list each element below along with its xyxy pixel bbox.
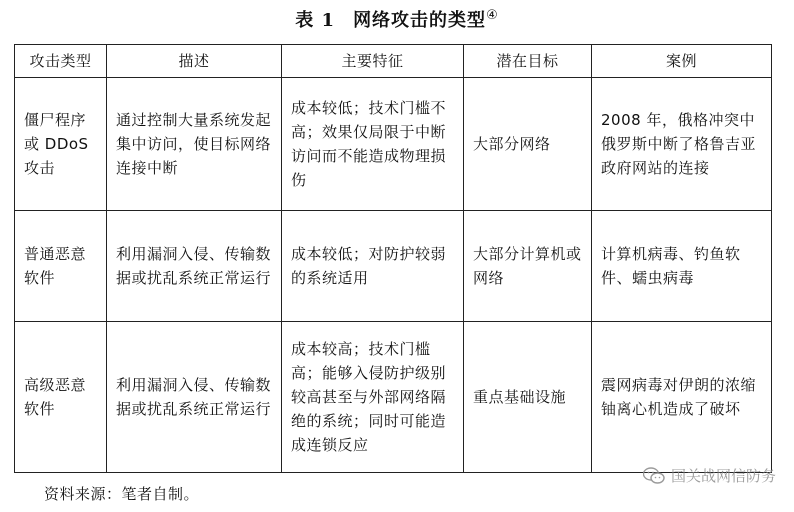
cell-attack-type: 普通恶意软件 [15, 211, 107, 322]
table-row [15, 322, 772, 473]
cell-features: 成本较高；技术门槛高；能够入侵防护级别较高甚至与外部网络隔绝的系统；同时可能造成连锁反应 [282, 322, 464, 473]
table-number: 表 1 [295, 10, 336, 31]
watermark [643, 465, 776, 486]
footnote-marker: ④ [486, 8, 499, 23]
cell-attack-type: 僵尸程序或 DDoS 攻击 [15, 78, 107, 211]
cell-target: 大部分计算机或网络 [464, 211, 592, 322]
table-row [15, 78, 772, 211]
header-case: 案例 [592, 45, 772, 78]
table-title-text: 网络攻击的类型 [353, 10, 487, 31]
cell-case: 震网病毒对伊朗的浓缩铀离心机造成了破坏 [592, 322, 772, 473]
cell-target: 重点基础设施 [464, 322, 592, 473]
cell-attack-type: 高级恶意软件 [15, 322, 107, 473]
cell-description: 利用漏洞入侵、传输数据或扰乱系统正常运行 [107, 322, 282, 473]
cell-features: 成本较低；技术门槛不高；效果仅局限于中断访问而不能造成物理损伤 [282, 78, 464, 211]
source-note: 资料来源：笔者自制。 [44, 485, 200, 503]
watermark-text: 国关战网信防务 [670, 467, 776, 485]
header-target: 潜在目标 [464, 45, 592, 78]
cell-case: 2008 年，俄格冲突中俄罗斯中断了格鲁吉亚政府网站的连接 [592, 78, 772, 211]
wechat-icon [643, 467, 665, 485]
header-row [15, 45, 772, 78]
cell-description: 通过控制大量系统发起集中访问，使目标网络连接中断 [107, 78, 282, 211]
cell-description: 利用漏洞入侵、传输数据或扰乱系统正常运行 [107, 211, 282, 322]
cell-target: 大部分网络 [464, 78, 592, 211]
header-attack-type: 攻击类型 [15, 45, 107, 78]
header-features: 主要特征 [282, 45, 464, 78]
cell-features: 成本较低；对防护较弱的系统适用 [282, 211, 464, 322]
header-description: 描述 [107, 45, 282, 78]
cell-case: 计算机病毒、钓鱼软件、蠕虫病毒 [592, 211, 772, 322]
table-row [15, 211, 772, 322]
attack-types-table [14, 44, 772, 473]
table-title [0, 6, 794, 32]
